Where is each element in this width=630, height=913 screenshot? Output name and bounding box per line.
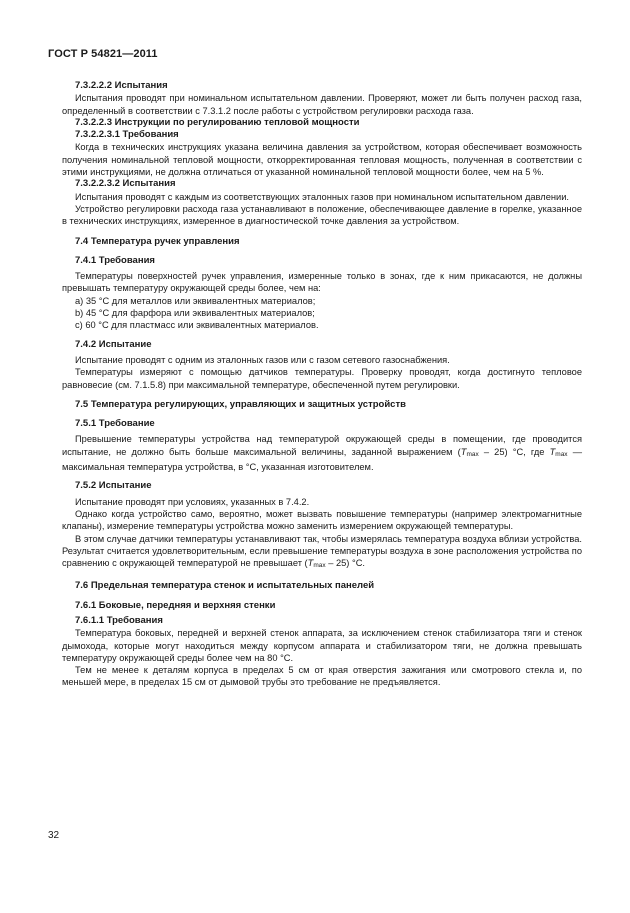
heading-7-6: 7.6 Предельная температура стенок и испытательных панелей bbox=[75, 580, 375, 592]
paragraph: Испытание проводят при условиях, указанных в 7.4.2. bbox=[75, 496, 310, 507]
document-body bbox=[62, 80, 582, 689]
symbol-t: T bbox=[307, 558, 314, 569]
heading-7-3-2-2-2: 7.3.2.2.2 Испытания bbox=[75, 80, 168, 91]
paragraph: Испытание проводят с одним из эталонных газов или с газом сетевого газоснабжения. bbox=[75, 354, 450, 365]
paragraph-tmax bbox=[62, 433, 582, 473]
symbol-t: T bbox=[549, 446, 556, 457]
heading-7-4: 7.4 Температура ручек управления bbox=[75, 235, 240, 247]
heading-7-5: 7.5 Температура регулирующих, управляющих и защитных устройств bbox=[75, 398, 406, 410]
text-run: – 25) °С. bbox=[325, 558, 365, 569]
text-run: В этом случае датчики температуры устанавливают так, чтобы измерялась температура воздуха вблизи устройства. Результат считается удовлетворительным, если превышение температуры воздуха в зоне расположения устройства по сравнению с окружающей температурой не превышает ( bbox=[62, 533, 582, 569]
paragraph-tmax bbox=[62, 533, 582, 573]
paragraph: Температуры измеряют с помощью датчиков температуры. Проверку проводят, когда достигнуто тепловое равновесие (см. 7.1.5.8) при максимальной температуре, обеспеченной путем регулировки. bbox=[62, 367, 582, 390]
symbol-t: T bbox=[460, 446, 467, 457]
heading-7-5-2: 7.5.2 Испытание bbox=[75, 480, 152, 492]
paragraph: Температура боковых, передней и верхней стенок аппарата, за исключением стенок стабилизатора тяги и стенок дымохода, которые могут находиться между корпусом аппарата и стабилизатором тяги, не должна превышать температуру окружающей среды более чем на 80 °С. bbox=[62, 628, 582, 663]
list-item: а) 35 °С для металлов или эквивалентных материалов; bbox=[75, 295, 316, 306]
list-item: с) 60 °С для пластмасс или эквивалентных материалов. bbox=[75, 320, 319, 331]
paragraph: Тем не менее к деталям корпуса в пределах 5 см от края отверстия зажигания или смотрового стекла и, по меньшей мере, в пределах 15 см от дымовой трубы это требование не предъявляется. bbox=[62, 665, 582, 688]
heading-7-4-1: 7.4.1 Требования bbox=[75, 254, 155, 266]
heading-7-6-1-1: 7.6.1.1 Требования bbox=[75, 614, 163, 626]
list-item: b) 45 °С для фарфора или эквивалентных материалов; bbox=[75, 308, 315, 319]
paragraph: Температуры поверхностей ручек управления, измеренные только в зонах, где к ним прикасаются, не должны превышать температуру окружающей среды более, чем на: bbox=[62, 271, 582, 294]
subscript-max: max bbox=[466, 450, 479, 458]
paragraph: Устройство регулировки расхода газа устанавливают в положение, обеспечивающее давление в горелке, указанное в технических инструкциях, измеренное в диагностической точке давления за устройством. bbox=[62, 203, 582, 227]
subscript-max: max bbox=[313, 562, 326, 570]
text-run: Превышение температуры устройства над температурой окружающей среды в помещении, где проводится испытание, не должно быть больше максимальной величины, заданной выражением ( bbox=[62, 434, 582, 457]
text-run: — максимальная температура устройства, в °С, указанная изготовителем. bbox=[62, 446, 582, 473]
paragraph: Испытания проводят при номинальном испытательном давлении. Проверяют, может ли быть получен расход газа, определенный в соответствии с 7.3.1.2 после работы с устройством регулировки расхода газа. bbox=[62, 93, 582, 116]
heading-7-3-2-2-3-2: 7.3.2.2.3.2 Испытания bbox=[75, 178, 176, 190]
paragraph: Однако когда устройство само, вероятно, может вызвать повышение температуры (например электромагнитные клапаны), измерение температуры устройства можно заменить измерением окружающей температуры. bbox=[62, 508, 582, 532]
paragraph: Когда в технических инструкциях указана величина давления за устройством, которая обеспечивает возможность получения номинальной тепловой мощности, откорректированная тепловая мощность, полученная в соответствии с этими инструкциями, не должна отличаться от указанной номинальной тепловой мощности более, чем на 5 %. bbox=[62, 142, 582, 178]
page-number: 32 bbox=[48, 830, 60, 841]
heading-7-3-2-2-3-1: 7.3.2.2.3.1 Требования bbox=[75, 129, 179, 141]
subscript-max: max bbox=[555, 450, 568, 458]
heading-7-4-2: 7.4.2 Испытание bbox=[75, 338, 152, 350]
heading-7-3-2-2-3: 7.3.2.2.3 Инструкции по регулированию тепловой мощности bbox=[75, 116, 360, 128]
standard-header: ГОСТ Р 54821—2011 bbox=[48, 48, 158, 60]
text-run: – 25) °С, где bbox=[478, 446, 550, 457]
heading-7-5-1: 7.5.1 Требование bbox=[75, 418, 155, 430]
paragraph: Испытания проводят с каждым из соответствующих эталонных газов при номинальном испытательном давлении. bbox=[75, 191, 569, 202]
heading-7-6-1: 7.6.1 Боковые, передняя и верхняя стенки bbox=[75, 599, 276, 611]
